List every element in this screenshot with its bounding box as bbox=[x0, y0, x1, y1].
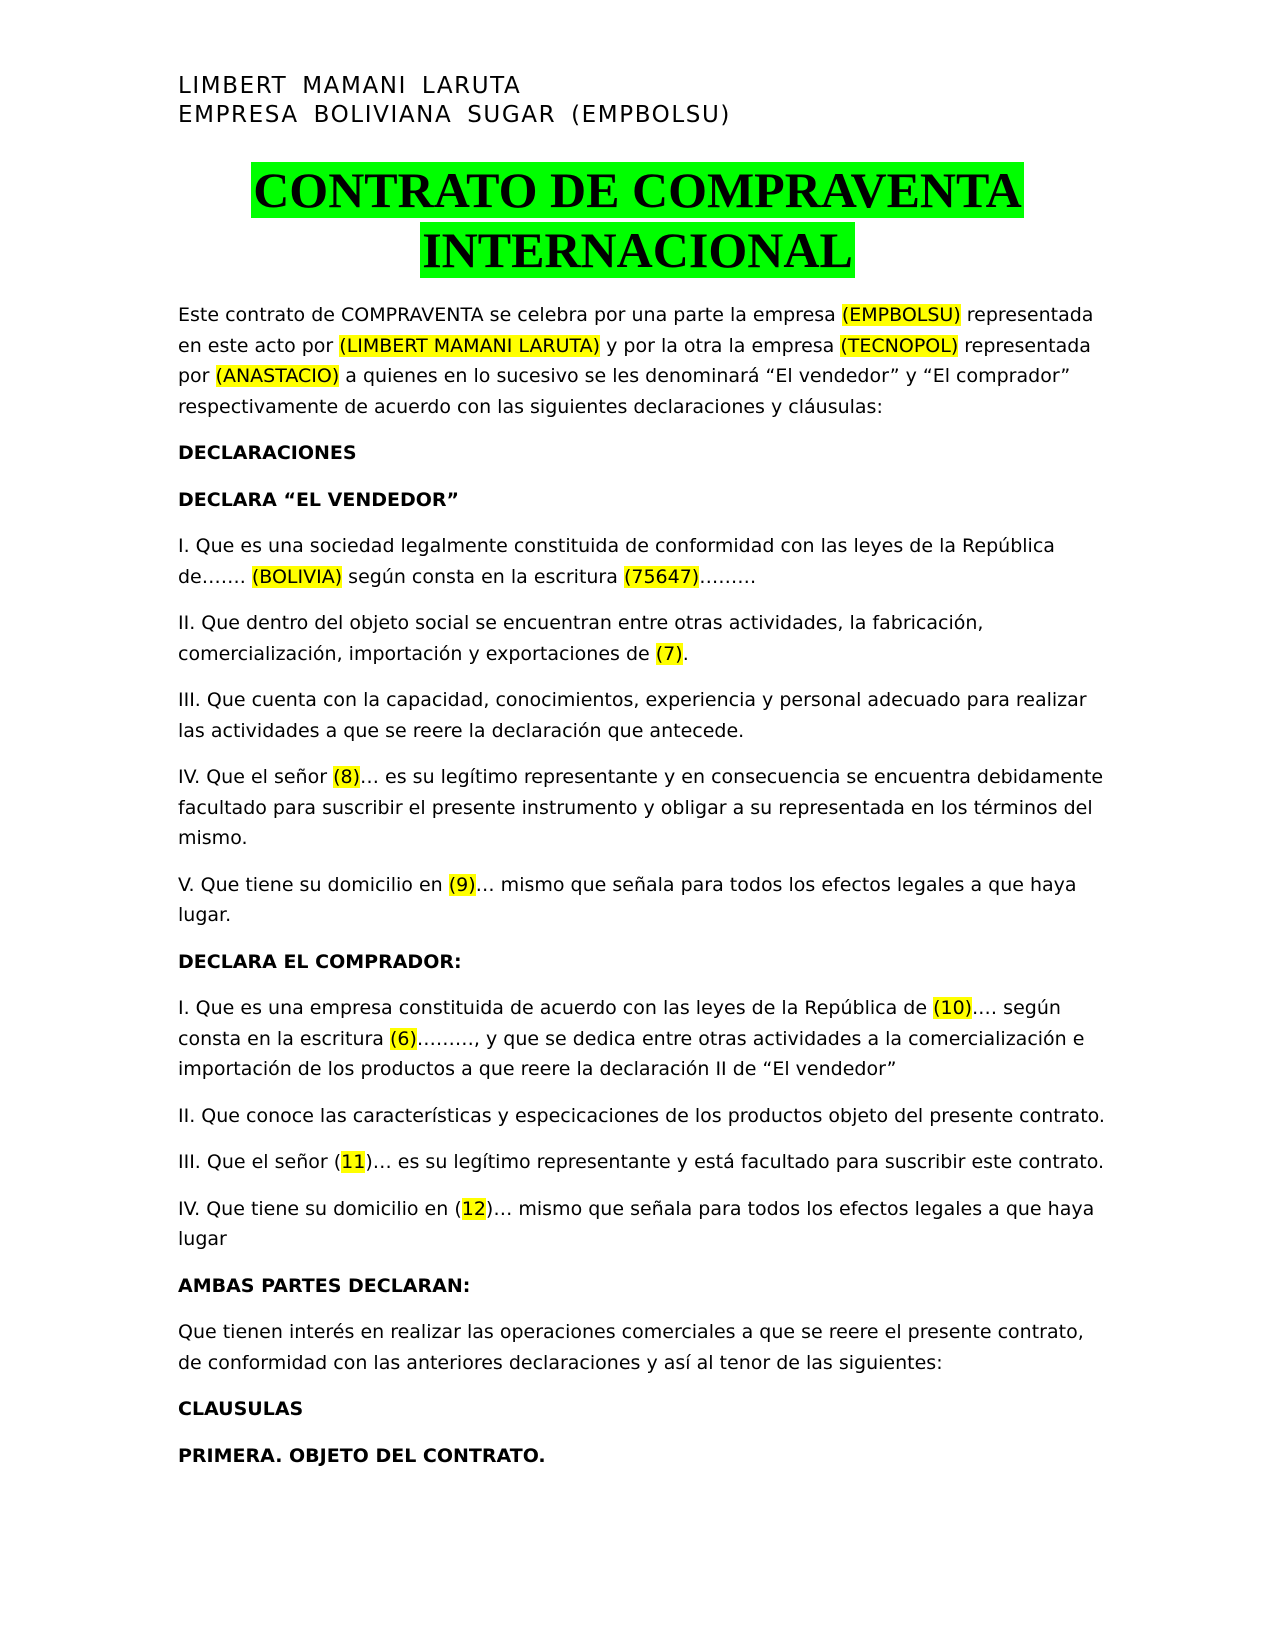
highlight-country: (BOLIVIA) bbox=[251, 565, 343, 588]
clause-text: III. Que el señor ( bbox=[178, 1151, 342, 1173]
highlight-seller-company: (EMPBOLSU) bbox=[841, 304, 961, 326]
clause-text: … mismo que señala para todos los efectos legales a que haya lugar. bbox=[178, 873, 1077, 926]
intro-text: representada por bbox=[178, 334, 1091, 387]
clause-text: IV. Que tiene su domicilio en ( bbox=[178, 1197, 462, 1220]
clause-text: )… es su legítimo representante y está facultado para suscribir este contrato. bbox=[365, 1151, 1105, 1173]
ambas-heading: AMBAS PARTES DECLARAN: bbox=[178, 1274, 471, 1297]
highlight-placeholder: 12 bbox=[461, 1197, 486, 1220]
comprador-clause-iv bbox=[178, 1194, 1108, 1255]
clause-text: I. Que es una empresa constituida de acuerdo con las leyes de la República de bbox=[178, 997, 934, 1019]
intro-text: representada en este acto por bbox=[178, 304, 1094, 357]
clause-text: según consta en la escritura bbox=[342, 565, 624, 588]
vendedor-clause-iv bbox=[178, 762, 1108, 854]
clausulas-heading: CLAUSULAS bbox=[178, 1398, 304, 1420]
primera-clause-heading: PRIMERA. OBJETO DEL CONTRATO. bbox=[178, 1444, 546, 1467]
clause-text: … es su legítimo representante y en consecuencia se encuentra debidamente facultado para suscribir el presente instrumento y obligar a su representada en los términos del mismo. bbox=[178, 766, 1104, 849]
highlight-buyer-rep: (ANASTACIO) bbox=[215, 365, 340, 387]
vendedor-clause-i bbox=[178, 531, 1108, 592]
ambas-paragraph: Que tienen interés en realizar las operaciones comerciales a que se reere el presente contrato, de conformidad con las anteriores declaraciones y así al tenor de las siguientes: bbox=[178, 1321, 1084, 1374]
document-header bbox=[178, 72, 731, 130]
highlight-deed-number: (75647) bbox=[623, 565, 700, 588]
title-line-2: INTERNACIONAL bbox=[422, 222, 853, 278]
clause-text: V. Que tiene su domicilio en bbox=[178, 873, 449, 896]
comprador-clause-iii bbox=[178, 1147, 1108, 1178]
clause-text: ……… bbox=[699, 565, 757, 588]
vendedor-clause-ii bbox=[178, 608, 1108, 669]
highlight-placeholder: (10) bbox=[933, 997, 973, 1019]
clause-text: II. Que dentro del objeto social se encuentran entre otras actividades, la fabricación, comercialización, importación y exportaciones de bbox=[178, 612, 984, 665]
highlight-placeholder: (7) bbox=[655, 642, 683, 665]
intro-paragraph bbox=[178, 300, 1108, 422]
document-title bbox=[0, 160, 1275, 280]
comprador-clause-ii: II. Que conoce las características y especicaciones de los productos objeto del presente contrato. bbox=[178, 1104, 1105, 1127]
highlight-buyer-company: (TECNOPOL) bbox=[840, 334, 959, 357]
declaraciones-heading: DECLARACIONES bbox=[178, 442, 357, 464]
clause-text: IV. Que el señor bbox=[178, 766, 334, 788]
vendedor-clause-iii: III. Que cuenta con la capacidad, conocimientos, experiencia y personal adecuado para realizar las actividades a que se reere la declaración que antecede. bbox=[178, 689, 1087, 742]
company-name: EMPRESA BOLIVIANA SUGAR (EMPBOLSU) bbox=[178, 102, 732, 128]
comprador-heading: DECLARA EL COMPRADOR: bbox=[178, 950, 462, 973]
vendedor-clause-v bbox=[178, 870, 1108, 931]
clause-text: ………, y que se dedica entre otras actividades a la comercialización e importación de los productos a que reere la declaración II de “El vendedor” bbox=[178, 1027, 1085, 1080]
highlight-seller-rep: (LIMBERT MAMANI LARUTA) bbox=[339, 334, 601, 357]
highlight-placeholder: (6) bbox=[390, 1027, 417, 1050]
intro-text: a quienes en lo sucesivo se les denominará “El vendedor” y “El comprador” respectivamente de acuerdo con las siguientes declaraciones y cláusulas: bbox=[178, 365, 1071, 418]
clause-text: I. Que es una sociedad legalmente constituida de conformidad con las leyes de la República de……. bbox=[178, 535, 1055, 588]
title-line-1: CONTRATO DE COMPRAVENTA bbox=[253, 162, 1022, 218]
author-name: LIMBERT MAMANI LARUTA bbox=[178, 73, 522, 99]
intro-text: Este contrato de COMPRAVENTA se celebra por una parte la empresa bbox=[178, 304, 842, 326]
document-body bbox=[178, 300, 1108, 1487]
clause-text: . bbox=[682, 642, 689, 665]
clause-text: .… según consta en la escritura bbox=[178, 997, 1061, 1050]
highlight-placeholder: 11 bbox=[341, 1151, 366, 1173]
highlight-placeholder: (9) bbox=[448, 873, 476, 896]
comprador-clause-i bbox=[178, 993, 1108, 1085]
clause-text: )… mismo que señala para todos los efectos legales a que haya lugar bbox=[178, 1197, 1095, 1250]
vendedor-heading: DECLARA “EL VENDEDOR” bbox=[178, 488, 460, 511]
intro-text: y por la otra la empresa bbox=[600, 334, 841, 357]
highlight-placeholder: (8) bbox=[333, 766, 360, 788]
